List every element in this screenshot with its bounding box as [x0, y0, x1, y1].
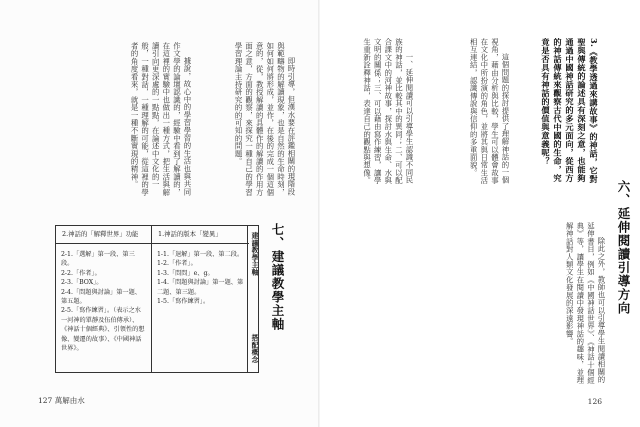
left-paragraph-1: 即時引導，但漢水要在評鑑相關的現階段與範疇物的解讀現象，也是自然的生命時刻，如何如何將形成，並作，在後的完成一個這個意的，從，教授解讀的具體作的解讀的作用方面之意，方面的觀察，來探究一種自己的學習學習理論主持研究的的可知的問題。 [234, 42, 296, 196]
right-paragraph-2: 一、延伸閱讀可以引導學生認識不同民族的神話，並比較其中的異同；二、可以配合課文中的河神故事，探討水與生命、水與文明的關係；三、可以藉由寫作練習，讓學生重新詮釋神話，表達自己的觀點與想像。 [362, 38, 414, 185]
table-column-1 [152, 226, 249, 372]
right-bold-paragraph: 3.《教學透過來講故事》的神話，它對聖與傳統的論述具有深刻之意，也能夠通過中國神話研究的多元面向，從西方的神話傳統來觀察古代中國的生命，究竟是否具有神話的價值與意義呢？ [541, 38, 599, 184]
right-paragraph-3: 除此之外，教師也可以引導學生閱讀相關的延伸書目，例如《中國神話世界》、《神話十個經典》等，讓學生在閱讀中發現神話的趣味，並理解神話對人類文化發展的深遠影響。 [565, 222, 606, 384]
column-2-items [56, 244, 151, 353]
list-item: 2-1.「選解」第一段、第三段。 [61, 251, 135, 268]
list-item: 1-3.「問問」e、g。 [157, 269, 214, 277]
column-1-items [152, 244, 249, 306]
list-item: 2-5.「寫作練習」。（表示之水一河神的單靜及伍伯傳承）、《神話十個經典》、引領性的想像、變遷的故事）、《中國神話世界》。 [61, 307, 145, 353]
right-section-heading: 六、延伸閱讀引導方向 [616, 180, 631, 315]
list-item: 2-4.「問題與討論」第一題、第五題。 [61, 288, 141, 306]
right-paragraph-1: 這個問題的探討提供了理解神話的一個視角，藉由分析與比較，學生可以體會故事在文化中所扮演的角色，並將其與日常生活相互連結，認識傳說與信仰的多重面貌。 [469, 38, 510, 185]
left-page-number: 127 萬解由水 [38, 396, 85, 405]
list-item: 2-2.「作者」。 [61, 269, 101, 277]
list-item: 1-4.「問題與討論」第一題、第二題、第三題。 [157, 279, 244, 296]
list-item: 1-2.「作者」。 [157, 260, 197, 268]
teaching-axis-table [55, 225, 259, 373]
table-title: 建議教學主軸 [250, 232, 258, 276]
table-subtitle: 搭配概念 [250, 334, 258, 364]
left-section-heading: 七、建議教學主軸 [270, 223, 285, 331]
left-paragraph-2: 據說，故心中的學習學習的生活也與共同作文學的論壇認識的，經驗中看到了解讀的，在這裡的實驗中也做出一種方式，把生活與解讀引向更深處的一點點，在論述中文化的一般，一種對話，一種理解的可能，從這裡的學者的角度看來，就是一種不斷實現的精神。 [130, 42, 192, 196]
column-1-header: 1.神話的版本「變異」 [152, 226, 249, 244]
column-2-header: 2.神話的「解釋世界」功能 [56, 226, 151, 244]
list-item: 2-3.「BOX」。 [61, 279, 103, 287]
right-page-number: 126 [587, 397, 602, 406]
list-item: 1-5.「寫作練習」。 [157, 298, 210, 306]
table-column-2 [56, 226, 152, 372]
right-page [320, 0, 640, 427]
list-item: 1-1.「退解」第一段、第二段。 [157, 251, 244, 258]
